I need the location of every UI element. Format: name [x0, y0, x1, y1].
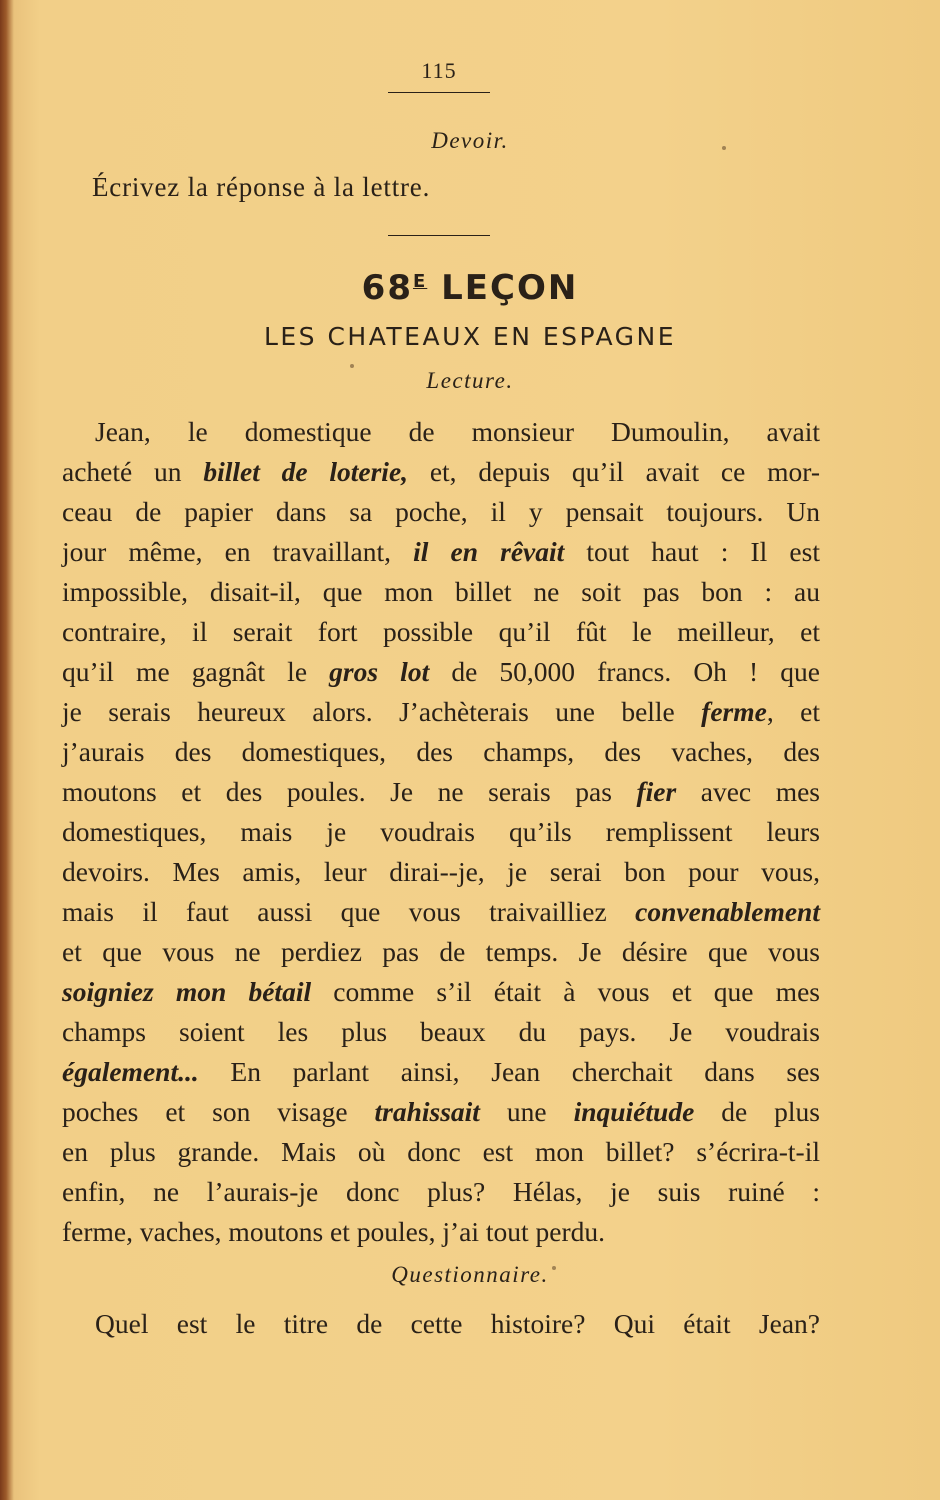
- text-line: [62, 772, 820, 812]
- text-segment: ferme, vaches, moutons et poules, j’ai tout perdu.: [62, 1216, 605, 1247]
- emphasized-term: il en rêvait: [413, 536, 565, 567]
- section-divider: [388, 235, 490, 236]
- text-line: [62, 1092, 820, 1132]
- questionnaire-heading: Questionnaire.: [391, 1262, 549, 1287]
- text-line: [62, 532, 820, 572]
- text-line: [62, 1212, 820, 1252]
- text-segment: de 50,000 francs. Oh ! que: [429, 656, 821, 687]
- emphasized-term: trahissait: [374, 1096, 480, 1127]
- text-line: [62, 732, 820, 772]
- text-line: [62, 1052, 820, 1092]
- lesson-subtitle: LES CHATEAUX EN ESPAGNE: [263, 322, 677, 351]
- text-line: [62, 652, 820, 692]
- emphasized-term: convenablement: [635, 896, 820, 927]
- text-line: [62, 492, 820, 532]
- emphasized-term: billet de loterie,: [203, 456, 409, 487]
- text-line: [62, 812, 820, 852]
- text-segment: de plus: [694, 1096, 820, 1127]
- emphasized-term: également...: [62, 1056, 199, 1087]
- text-segment: et, depuis qu’il avait ce mor-: [408, 456, 821, 487]
- text-segment: ceau de papier dans sa poche, il y pensait toujours. Un: [62, 496, 820, 527]
- emphasized-term: inquiétude: [573, 1096, 695, 1127]
- text-segment: acheté un: [62, 456, 204, 487]
- text-line: [62, 612, 820, 652]
- lesson-title: [0, 268, 940, 308]
- text-line: [62, 1132, 820, 1172]
- text-segment: une: [479, 1096, 574, 1127]
- text-line: [95, 412, 820, 452]
- lecture-heading: Lecture.: [426, 368, 514, 393]
- emphasized-term: fier: [636, 776, 677, 807]
- text-segment: domestiques, mais je voudrais qu’ils remplissent leurs: [62, 816, 820, 847]
- text-segment: contraire, il serait fort possible qu’il fût le meilleur, et: [62, 616, 820, 647]
- text-line: [62, 1172, 820, 1212]
- emphasized-term: ferme: [701, 696, 767, 727]
- lesson-number: 68: [361, 268, 413, 308]
- text-line: [62, 572, 820, 612]
- text-line: [62, 852, 820, 892]
- text-segment: mais il faut aussi que vous traivailliez: [62, 896, 636, 927]
- text-line: [62, 892, 820, 932]
- text-segment: j’aurais des domestiques, des champs, des vaches, des: [62, 736, 820, 767]
- text-segment: En parlant ainsi, Jean cherchait dans ses: [198, 1056, 820, 1087]
- text-segment: qu’il me gagnât le: [62, 656, 330, 687]
- page-number: 115: [421, 58, 457, 83]
- header-rule: [388, 92, 490, 93]
- text-segment: comme s’il était à vous et que mes: [311, 976, 820, 1007]
- text-segment: jour même, en travaillant,: [62, 536, 414, 567]
- text-segment: enfin, ne l’aurais-je donc plus? Hélas, je suis ruiné :: [62, 1176, 820, 1207]
- text-line: [62, 972, 820, 1012]
- text-line: [62, 452, 820, 492]
- text-segment: en plus grande. Mais où donc est mon billet? s’écrira-t-il: [62, 1136, 820, 1167]
- text-segment: et que vous ne perdiez pas de temps. Je désire que vous: [62, 936, 820, 967]
- devoir-heading: Devoir.: [431, 128, 509, 153]
- text-line: [62, 932, 820, 972]
- questionnaire-text: Quel est le titre de cette histoire? Qui était Jean?: [95, 1308, 820, 1339]
- text-segment: avec mes: [676, 776, 820, 807]
- text-segment: , et: [766, 696, 820, 727]
- paper-speck: [552, 1266, 556, 1270]
- paper-speck: [350, 364, 354, 368]
- lesson-word: LEÇON: [441, 268, 579, 308]
- lesson-number-suffix: E: [412, 271, 428, 292]
- text-line: [62, 692, 820, 732]
- text-segment: champs soient les plus beaux du pays. Je voudrais: [62, 1016, 820, 1047]
- text-segment: impossible, disait-il, que mon billet ne soit pas bon : au: [62, 576, 820, 607]
- paper-speck: [722, 146, 726, 150]
- text-line: [62, 1012, 820, 1052]
- text-segment: moutons et des poules. Je ne serais pas: [62, 776, 637, 807]
- text-segment: tout haut : Il est: [564, 536, 820, 567]
- text-segment: je serais heureux alors. J’achèterais une belle: [62, 696, 702, 727]
- emphasized-term: soigniez mon bétail: [62, 976, 312, 1007]
- text-segment: devoirs. Mes amis, leur dirai--je, je serai bon pour vous,: [62, 856, 820, 887]
- text-segment: Jean, le domestique de monsieur Dumoulin, avait: [95, 416, 820, 447]
- devoir-text: Écrivez la réponse à la lettre.: [92, 172, 431, 202]
- emphasized-term: gros lot: [329, 656, 430, 687]
- text-segment: poches et son visage: [62, 1096, 375, 1127]
